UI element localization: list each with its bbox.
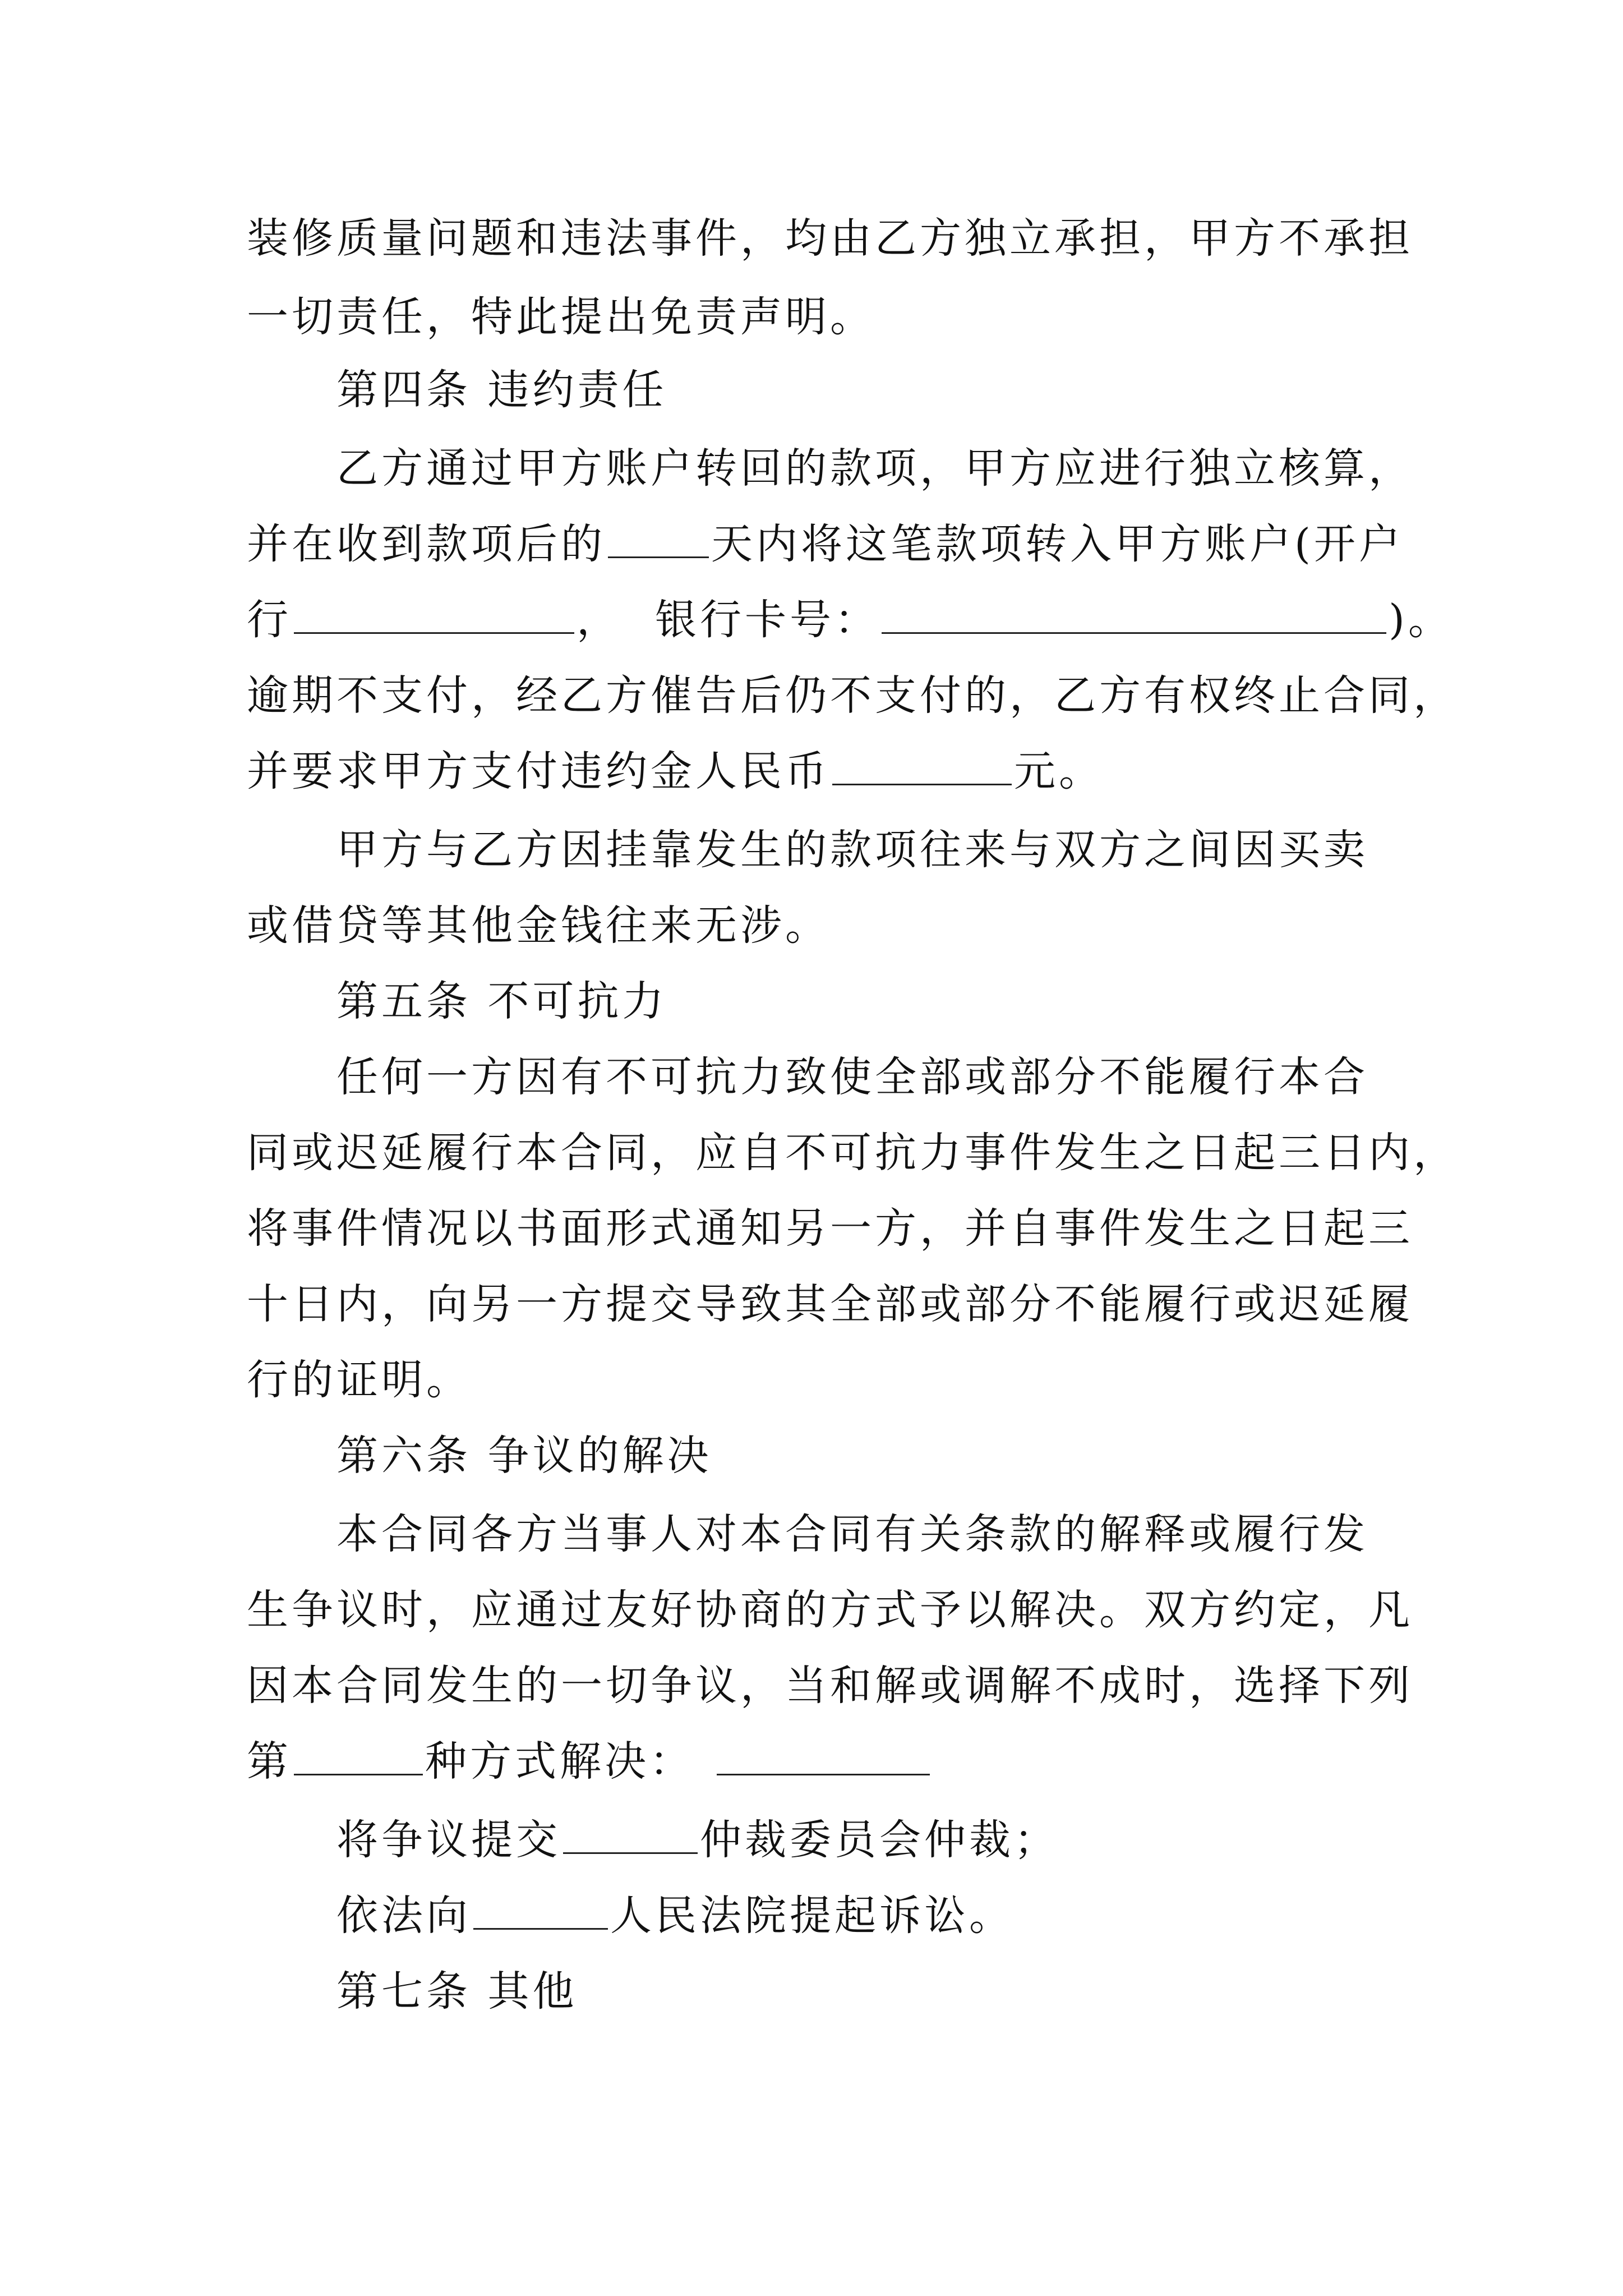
court-blank	[473, 1892, 608, 1930]
text-segment: 银行卡号：	[655, 596, 879, 644]
paragraph-line	[247, 1736, 1615, 1787]
text-segment: 第	[247, 1737, 292, 1786]
text-segment: )。	[1389, 596, 1453, 644]
paragraph-line: 甲方与乙方因挂靠发生的款项往来与双方之间因买卖	[336, 826, 1368, 874]
paragraph-line: 任何一方因有不可抗力致使全部或部分不能履行本合	[336, 1053, 1368, 1101]
text-segment: 行	[247, 596, 292, 644]
penalty-amount-blank	[832, 748, 1012, 785]
paragraph-line: 乙方通过甲方账户转回的款项，甲方应进行独立核算，	[336, 444, 1413, 493]
bank-name-blank	[294, 596, 574, 634]
paragraph-line	[247, 746, 1615, 797]
text-segment: 天内将这笔款项转入甲方账户(开户	[711, 520, 1404, 568]
article-7-heading: 第七条 其他	[336, 1967, 578, 2016]
article-6-heading: 第六条 争议的解决	[336, 1432, 712, 1480]
days-blank	[608, 521, 709, 558]
text-segment: 并在收到款项后的	[247, 520, 606, 568]
text-segment: 仲裁委员会仲裁；	[700, 1816, 1059, 1864]
text-segment: 元。	[1014, 747, 1104, 795]
paragraph-line: 行的证明。	[247, 1356, 471, 1404]
paragraph-line	[247, 595, 1615, 645]
paragraph-line: 本合同各方当事人对本合同有关条款的解释或履行发	[336, 1510, 1368, 1558]
method-blank	[717, 1738, 930, 1775]
text-segment: 种方式解决：	[425, 1737, 694, 1786]
paragraph-line: 因本合同发生的一切争议，当和解或调解不成时，选择下列	[247, 1662, 1413, 1710]
paragraph-line: 一切责任，特此提出免责声明。	[247, 293, 875, 341]
paragraph-line	[247, 519, 1615, 569]
arbitration-commission-blank	[563, 1816, 698, 1854]
text-segment: ，	[577, 596, 621, 644]
text-segment: 将争议提交	[336, 1816, 561, 1864]
paragraph-line: 逾期不支付，经乙方催告后仍不支付的，乙方有权终止合同，	[247, 671, 1458, 720]
text-segment: 并要求甲方支付违约金人民币	[247, 747, 830, 795]
paragraph-line: 同或迟延履行本合同，应自不可抗力事件发生之日起三日内，	[247, 1129, 1458, 1177]
card-number-blank	[882, 596, 1386, 634]
paragraph-line	[336, 1815, 1623, 1865]
text-segment: 依法向	[336, 1892, 471, 1940]
paragraph-line	[336, 1890, 1623, 1941]
article-4-heading: 第四条 违约责任	[336, 366, 667, 414]
paragraph-line: 生争议时，应通过友好协商的方式予以解决。双方约定，凡	[247, 1586, 1413, 1634]
paragraph-line: 十日内，向另一方提交导致其全部或部分不能履行或迟延履	[247, 1280, 1413, 1328]
text-segment: 人民法院提起诉讼。	[610, 1892, 1014, 1940]
paragraph-line: 或借贷等其他金钱往来无涉。	[247, 901, 830, 950]
article-5-heading: 第五条 不可抗力	[336, 977, 667, 1025]
paragraph-line: 将事件情况以书面形式通知另一方，并自事件发生之日起三	[247, 1204, 1413, 1253]
paragraph-line: 装修质量问题和违法事件，均由乙方独立承担，甲方不承担	[247, 214, 1413, 263]
method-number-blank	[294, 1738, 423, 1775]
